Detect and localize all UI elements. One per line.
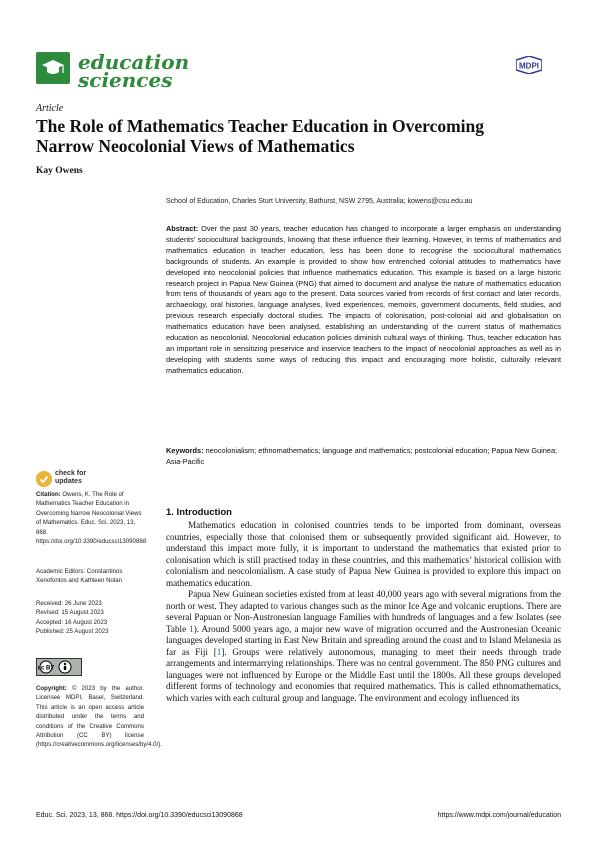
received-date: Received: 26 June 2023 (36, 600, 102, 607)
introduction-body (166, 520, 561, 704)
accepted-date: Accepted: 16 August 2023 (36, 618, 108, 626)
section-heading: 1. Introduction (166, 507, 232, 518)
citation-text: Owens, K. The Role of Mathematics Teacher Education in Overcoming Narrow Neocolonial Views of Mathematics. Educ. Sci. 2023, 13, 868. https://doi.org/10.3390/educsci13090868 (36, 491, 147, 546)
journal-name-line2: sciences (78, 68, 173, 92)
citation-block (36, 490, 147, 546)
abstract (166, 224, 561, 377)
journal-logo-icon (36, 52, 70, 84)
academic-editors: Academic Editors: Constantinos Xenofontos and Kathleen Nolan (36, 568, 123, 585)
keywords (166, 446, 561, 468)
citation-label: Citation: (36, 491, 61, 498)
revised-date: Revised: 15 August 2023 (36, 609, 104, 617)
author-name: Kay Owens (36, 166, 83, 176)
abstract-label: Abstract: (166, 224, 199, 233)
copyright-text: © 2023 by the author. Licensee MDPI, Basel, Switzerland. This article is an open access article distributed under the terms and conditions of the Creative Commons Attribution (CC BY) license (https://creativecommons.org/licenses/by/4.0/). (36, 685, 162, 749)
cc-by-license-icon[interactable] (36, 658, 82, 676)
author-affiliation: School of Education, Charles Sturt University, Bathurst, NSW 2795, Australia; kowens@csu.edu.au (166, 198, 473, 205)
keywords-label: Keywords: (166, 446, 204, 455)
paper-title: The Role of Mathematics Teacher Education in Overcoming Narrow Neocolonial Views of Mathematics (36, 116, 485, 156)
footer-citation[interactable]: Educ. Sci. 2023, 13, 868. https://doi.org/10.3390/educsci13090868 (36, 812, 243, 819)
article-type: Article (36, 103, 64, 114)
copyright-label: Copyright: (36, 685, 67, 692)
check-for-updates-icon[interactable] (36, 471, 52, 487)
paragraph: Papua New Guinean societies existed from at least 40,000 years ago with several migrations from the north or west. They adapted to various changes such as the minor Ice Age and volcanic eruptions. There are several Papuan or Non-Austronesian language Families with hundreds of languages and a few Isolates (see Table 1). Around 5000 years ago, a major new wave of migration occurred and the Austronesian Oceanic languages developed starting in East New Britain and spreading around the coast and to Island Melanesia as far as Fiji [1]. Groups were relatively autonomous, managing to meet their needs through trade arrangements and intermarrying relationships. There was no central government. The 850 PNG cultures and languages were not influenced by Europe or the Middle East until the 1800s. All these groups developed different forms of technology and economies that required mathematics. This is called ethnomathematics, which varies with each cultural group and language. The environment and ecology influenced its (166, 589, 561, 703)
publication-dates (36, 599, 144, 637)
abstract-text: Over the past 30 years, teacher education has changed to incorporate a larger emphasis on understanding students’ sociocultural backgrounds, knowing that these influence their learning. However, in terms of mathematics and mathematics education in teacher education, less has been done to recognise the sociocultural mathematics backgrounds of students. An example is provided to show how entrenched colonial attitudes to mathematics have developed into neocolonial policies that influence mathematics education. This example is based on a large historic research project in Papua New Guinea (PNG) that aimed to document and analyse the nature of mathematics education from tens of thousands of years ago to the present. Data sources varied from records of first contact and later records, archaeology, oral histories, language analyses, lived experiences, memoirs, government documents, field studies, and previous research especially doctoral studies. The impacts of colonisation, post-colonial aid and globalisation on mathematics education have been analysed, establishing an understanding of the current status of mathematics education as neocolonial. Neocolonial education policies diminish cultural ways of thinking. Thus, teacher education has an important role in sensitizing preservice and inservice teachers to the impact of neocolonial approaches as well as in developing with students some ways of reducing this impact and encouraging more holistic, culturally relevant mathematics education. (166, 224, 561, 375)
cc-label: cc BY (37, 665, 55, 672)
journal-name-line1: education (78, 50, 190, 74)
footer-journal-url[interactable]: https://www.mdpi.com/journal/education (437, 812, 561, 819)
mdpi-logo-icon (516, 56, 542, 74)
paragraph: Mathematics education in colonised countries tends to be imported from dominant, overseas countries, especially those that colonised them or subsequently provided significant aid. However, to understand this impact more fully, it is important to understand the mathematics that existed prior to colonisation which is still practised today in these countries, and this mathematics’ historical collision with colonialism and neocolonialism. A case study of Papua New Guinea is provided to explore this impact on mathematics education. (166, 520, 561, 588)
table-reference-link[interactable]: 1 (189, 623, 194, 634)
copyright-block (36, 684, 162, 750)
published-date: Published: 25 August 2023 (36, 628, 109, 636)
check-for-updates-label[interactable]: check for updates (55, 470, 87, 485)
citation-reference-link[interactable]: 1 (216, 646, 222, 657)
mdpi-logo-text: MDPI (519, 61, 539, 71)
keywords-text: neocolonialism; ethnomathematics; language and mathematics; postcolonial education; Papua New Guinea; Asia-Pacific (166, 446, 558, 466)
